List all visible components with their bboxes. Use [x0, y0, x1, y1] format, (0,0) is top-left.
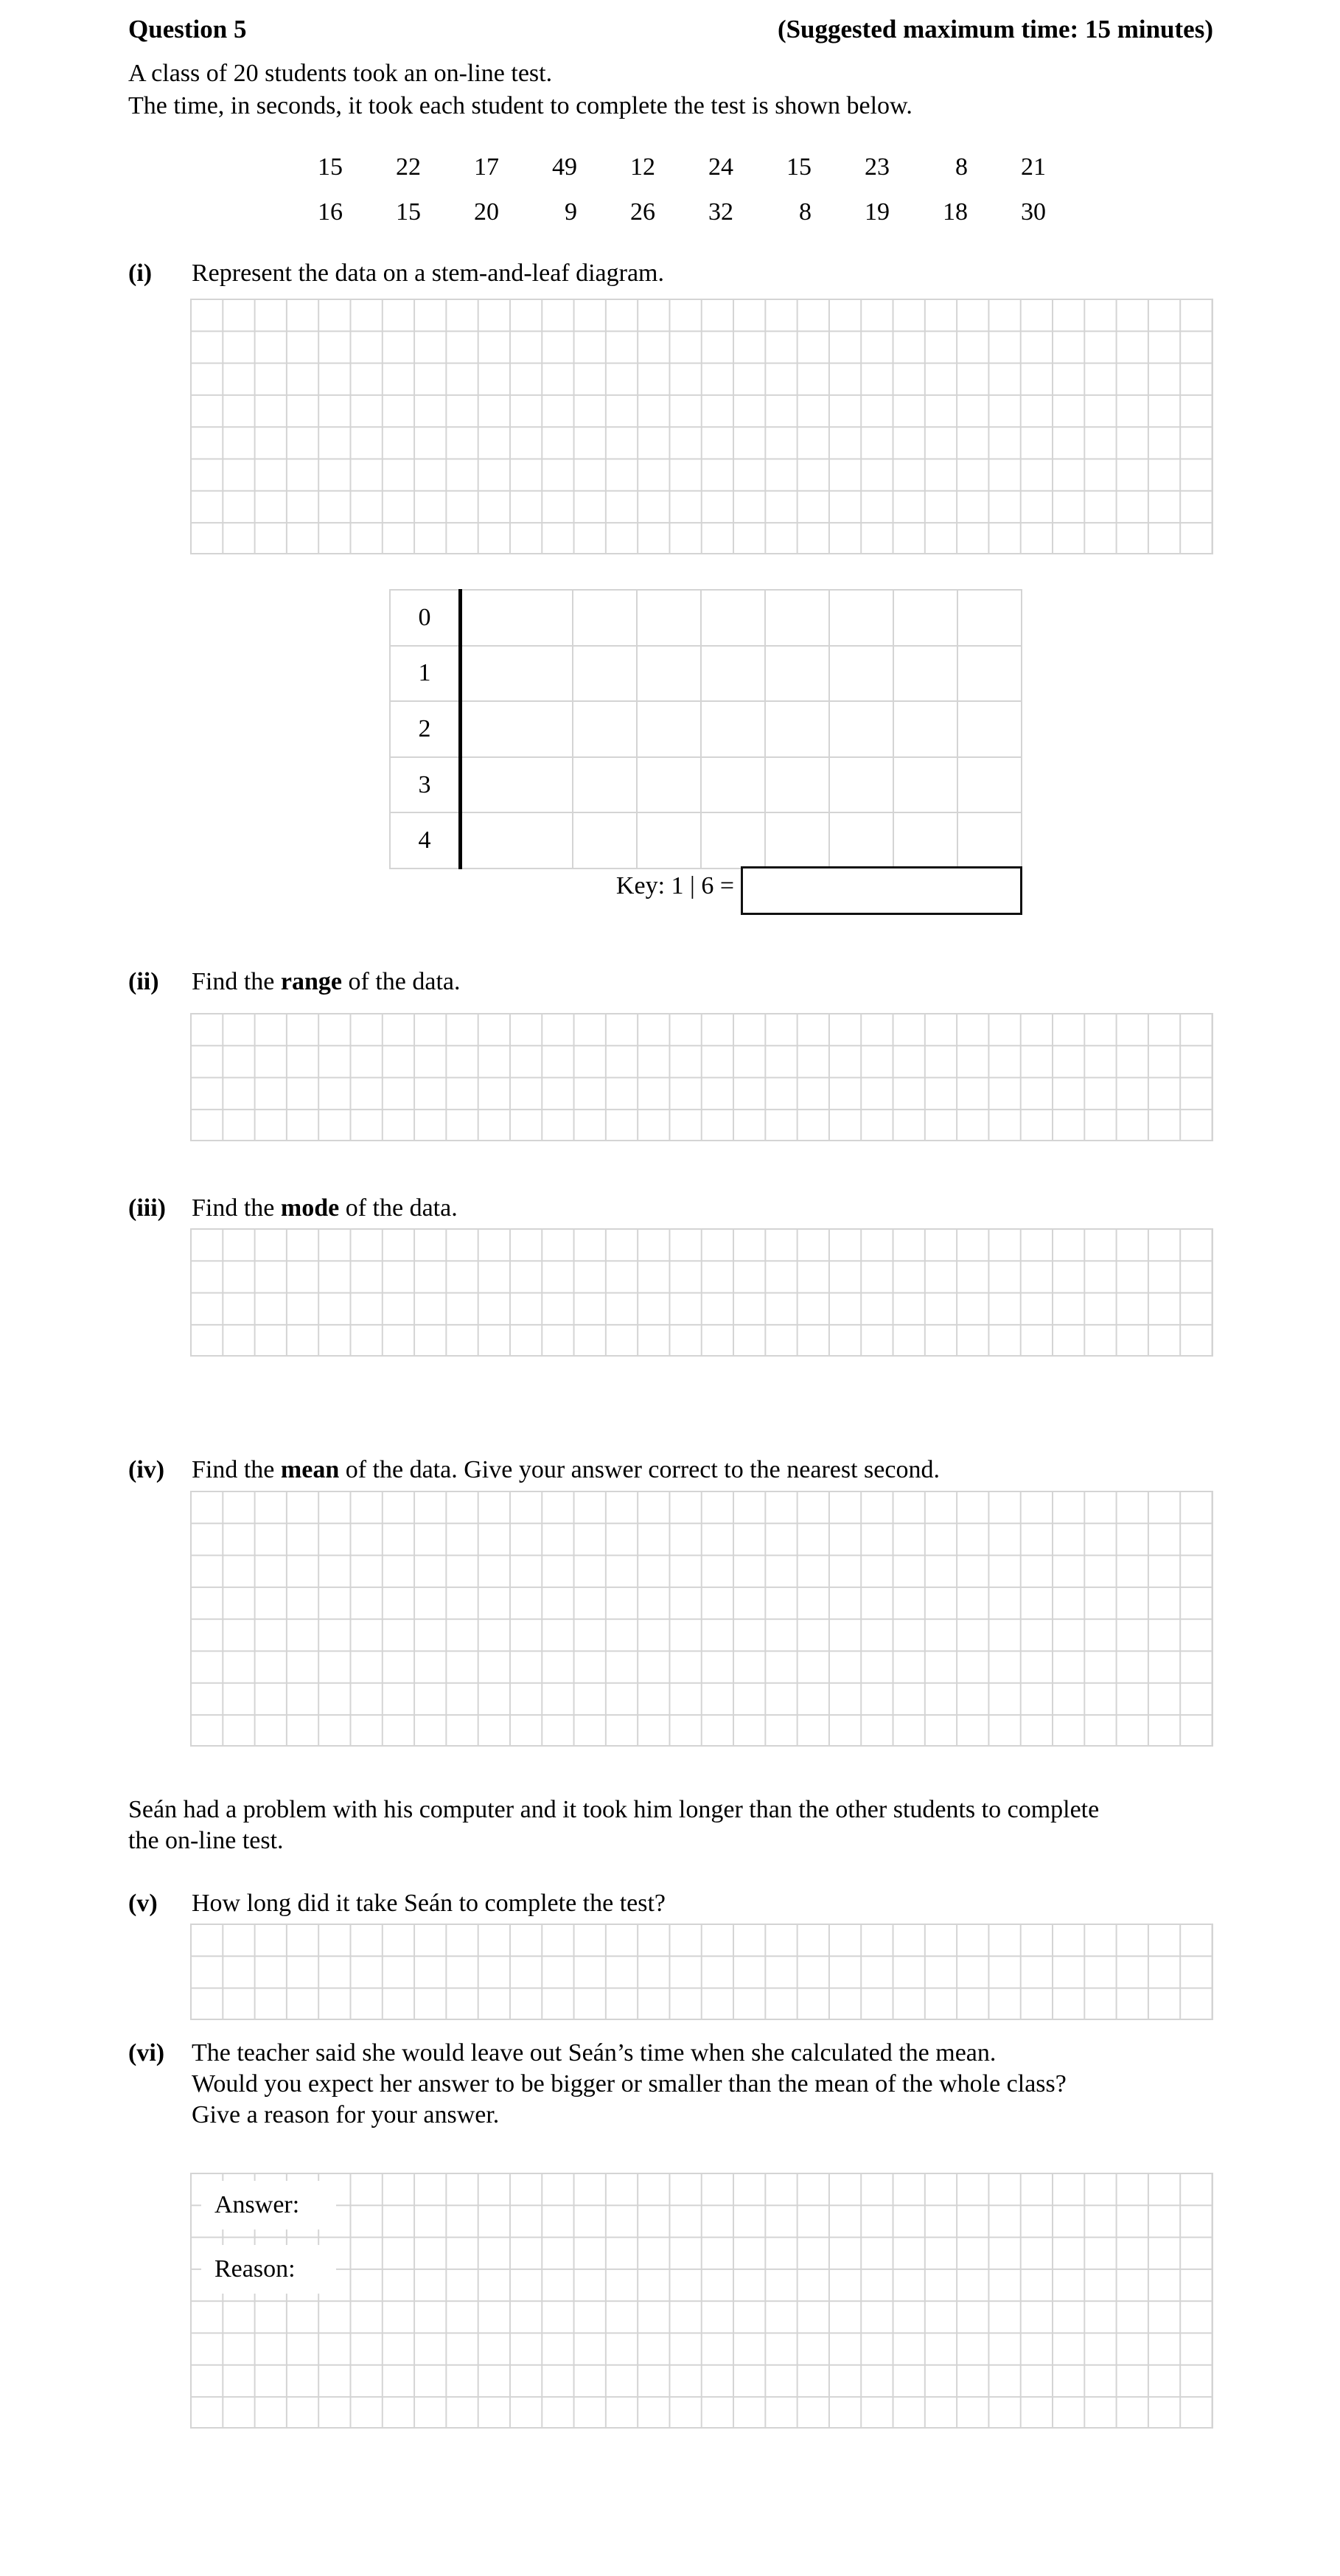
leaf-cell[interactable] [893, 590, 957, 646]
part-i-label: (i) [128, 260, 153, 287]
leaf-cell[interactable] [573, 646, 637, 702]
leaf-cell[interactable] [829, 646, 893, 702]
leaf-cell[interactable] [765, 757, 829, 813]
part-v-question: How long did it take Seán to complete the test? [192, 1890, 666, 1917]
sean-paragraph-line-2: the on-line test. [128, 1827, 284, 1854]
part-iii-text-pre: Find the [192, 1194, 281, 1222]
leaf-cell[interactable] [637, 812, 701, 868]
leaf-cell[interactable] [893, 812, 957, 868]
data-value: 15 [318, 153, 343, 181]
part-i-answer-grid[interactable] [190, 299, 1213, 554]
part-vi-label: (vi) [128, 2039, 165, 2067]
leaf-cell[interactable] [701, 701, 765, 757]
part-iv-text-pre: Find the [192, 1456, 281, 1483]
part-ii-keyword: range [280, 968, 342, 995]
data-value: 20 [474, 198, 499, 226]
stem-value: 4 [390, 812, 461, 868]
data-value: 8 [799, 198, 812, 226]
data-value: 15 [396, 198, 421, 226]
leaf-cell[interactable] [461, 646, 573, 702]
part-iv-question [192, 1458, 940, 1483]
data-row-2 [0, 200, 1340, 229]
intro-line-1: A class of 20 students took an on-line test. [128, 60, 553, 87]
leaf-cell[interactable] [701, 646, 765, 702]
leaf-cell[interactable] [573, 812, 637, 868]
sean-paragraph-line-1: Seán had a problem with his computer and it took him longer than the other students to complete [128, 1796, 1100, 1823]
leaf-cell[interactable] [637, 646, 701, 702]
stem-value: 0 [390, 590, 461, 646]
part-iii-text-post: of the data. [339, 1194, 458, 1222]
data-value: 32 [708, 198, 733, 226]
leaf-cell[interactable] [765, 701, 829, 757]
leaf-cell[interactable] [957, 590, 1022, 646]
leaf-cell[interactable] [461, 812, 573, 868]
leaf-cell[interactable] [701, 812, 765, 868]
part-ii-text-post: of the data. [342, 968, 461, 995]
data-value: 15 [786, 153, 812, 181]
leaf-cell[interactable] [573, 757, 637, 813]
data-value: 23 [865, 153, 890, 181]
leaf-cell[interactable] [637, 757, 701, 813]
part-vi-line-3: Give a reason for your answer. [192, 2101, 500, 2128]
part-iii-question [192, 1196, 458, 1221]
data-value: 17 [474, 153, 499, 181]
part-vi-line-2: Would you expect her answer to be bigger or smaller than the mean of the whole class? [192, 2070, 1067, 2098]
leaf-cell[interactable] [765, 590, 829, 646]
leaf-cell[interactable] [573, 701, 637, 757]
leaf-cell[interactable] [957, 701, 1022, 757]
leaf-cell[interactable] [893, 646, 957, 702]
stem-value: 3 [390, 757, 461, 813]
intro-line-2: The time, in seconds, it took each student to complete the test is shown below. [128, 92, 912, 119]
part-i-question: Represent the data on a stem-and-leaf diagram. [192, 260, 665, 287]
data-value: 49 [552, 153, 577, 181]
part-vi-answer-grid[interactable] [190, 2173, 1213, 2429]
leaf-cell[interactable] [829, 701, 893, 757]
leaf-cell[interactable] [957, 757, 1022, 813]
part-ii-label: (ii) [128, 968, 159, 995]
data-value: 16 [318, 198, 343, 226]
data-value: 24 [708, 153, 733, 181]
suggested-time-note: (Suggested maximum time: 15 minutes) [777, 15, 1213, 43]
data-value: 19 [865, 198, 890, 226]
data-value: 12 [630, 153, 655, 181]
leaf-cell[interactable] [957, 646, 1022, 702]
part-iv-answer-grid[interactable] [190, 1491, 1213, 1747]
stem-row [390, 701, 1022, 757]
part-iii-label: (iii) [128, 1194, 166, 1222]
leaf-cell[interactable] [765, 812, 829, 868]
part-ii-question [192, 970, 461, 995]
stem-row [390, 812, 1022, 868]
key-label: Key: 1 | 6 = [615, 872, 734, 899]
part-iii-answer-grid[interactable] [190, 1228, 1213, 1357]
leaf-cell[interactable] [573, 590, 637, 646]
part-iv-keyword: mean [280, 1456, 340, 1483]
part-iv-text-post: of the data. Give your answer correct to the nearest second. [339, 1456, 940, 1483]
stem-row [390, 646, 1022, 702]
stem-row [390, 590, 1022, 646]
leaf-cell[interactable] [829, 812, 893, 868]
part-v-label: (v) [128, 1890, 158, 1917]
stem-and-leaf-diagram [389, 589, 1022, 869]
answer-label: Answer: [201, 2181, 336, 2229]
data-value: 26 [630, 198, 655, 226]
leaf-cell[interactable] [893, 701, 957, 757]
leaf-cell[interactable] [701, 590, 765, 646]
question-title: Question 5 [128, 15, 247, 43]
key-answer-box[interactable] [741, 866, 1022, 915]
data-row-1 [0, 155, 1340, 184]
data-value: 9 [565, 198, 577, 226]
part-ii-text-pre: Find the [192, 968, 281, 995]
leaf-cell[interactable] [461, 701, 573, 757]
data-value: 18 [943, 198, 968, 226]
part-v-answer-grid[interactable] [190, 1924, 1213, 2020]
leaf-cell[interactable] [765, 646, 829, 702]
part-ii-answer-grid[interactable] [190, 1013, 1213, 1141]
leaf-cell[interactable] [637, 701, 701, 757]
stem-value: 1 [390, 646, 461, 702]
stem-row [390, 757, 1022, 813]
leaf-cell[interactable] [461, 590, 573, 646]
part-vi-line-1: The teacher said she would leave out Seán’s time when she calculated the mean. [192, 2039, 997, 2067]
leaf-cell[interactable] [461, 757, 573, 813]
leaf-cell[interactable] [957, 812, 1022, 868]
part-iv-label: (iv) [128, 1456, 165, 1483]
reason-label: Reason: [201, 2245, 336, 2294]
data-value: 22 [396, 153, 421, 181]
data-value: 21 [1021, 153, 1046, 181]
leaf-cell[interactable] [829, 590, 893, 646]
data-value: 30 [1021, 198, 1046, 226]
leaf-cell[interactable] [829, 757, 893, 813]
leaf-cell[interactable] [893, 757, 957, 813]
data-value: 8 [955, 153, 968, 181]
leaf-cell[interactable] [637, 590, 701, 646]
part-iii-keyword: mode [280, 1194, 340, 1222]
stem-value: 2 [390, 701, 461, 757]
leaf-cell[interactable] [701, 757, 765, 813]
